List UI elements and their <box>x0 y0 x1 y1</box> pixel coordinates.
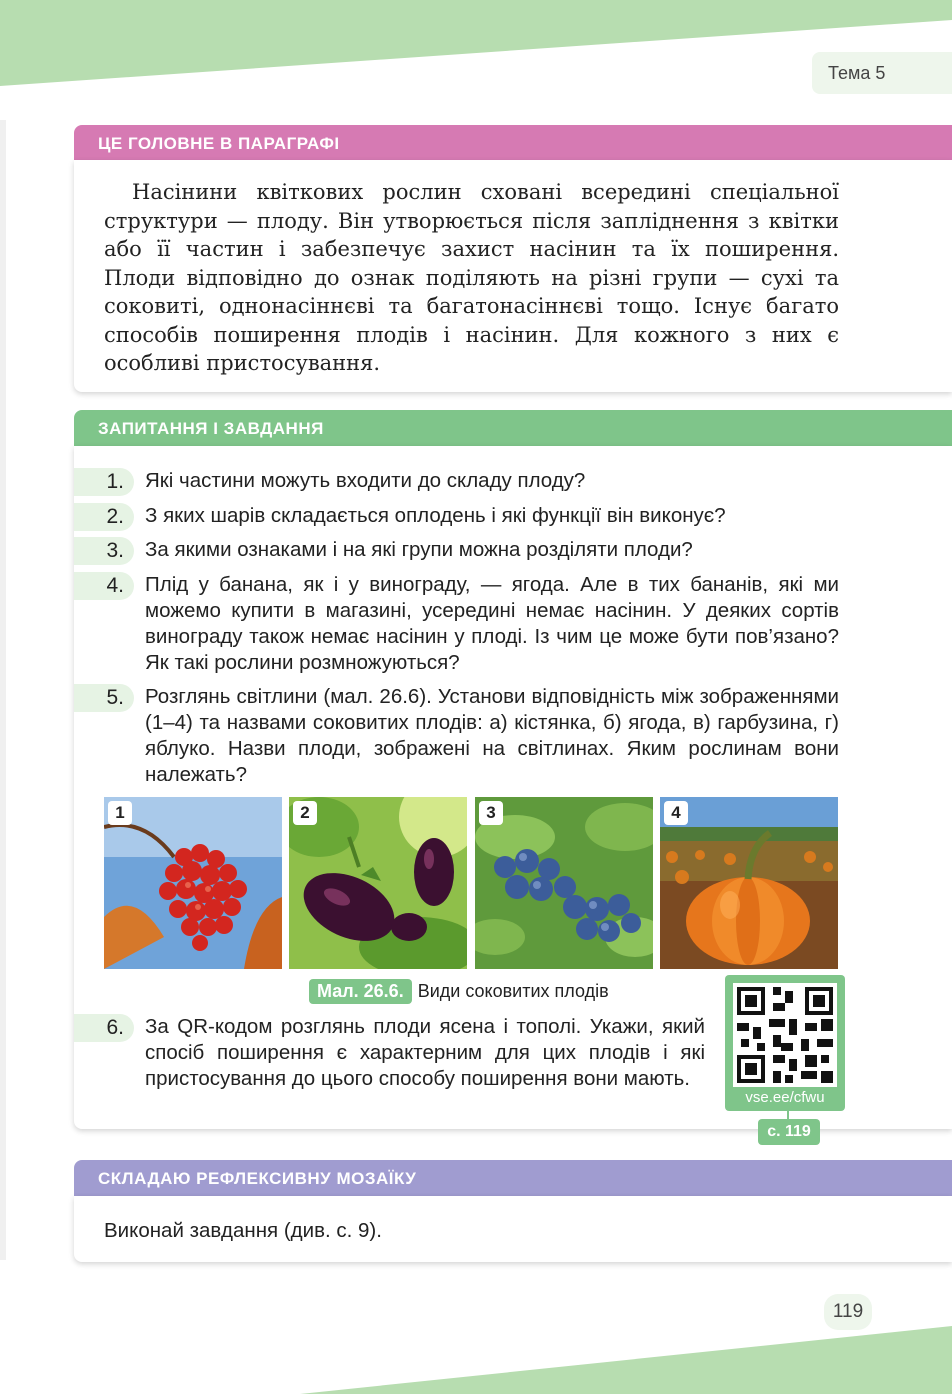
question-text: Які частини можуть входити до складу плоду? <box>145 469 586 492</box>
page-spine <box>0 120 6 1260</box>
photo-blueberries <box>475 797 653 969</box>
qr-code-panel[interactable] <box>725 975 845 1111</box>
question-text: З яких шарів складається оплодень і які функції він виконує? <box>145 504 726 527</box>
photo-number: 1 <box>108 801 132 825</box>
question-number: 4. <box>74 572 134 600</box>
photo-eggplant <box>289 797 467 969</box>
figure-caption <box>309 979 609 1005</box>
qr-url[interactable]: vse.ee/cfwu <box>745 1089 825 1106</box>
qr-page-ref: с. 119 <box>758 1119 820 1145</box>
qr-code-icon <box>733 983 837 1087</box>
figure-label: Мал. 26.6. <box>309 979 412 1004</box>
figure-title: Види соковитих плодів <box>417 981 609 1001</box>
bottom-decor-band <box>0 1304 952 1394</box>
question-number: 2. <box>74 503 134 531</box>
topic-label: Тема 5 <box>812 52 952 94</box>
tasks-header: ЗАПИТАННЯ І ЗАВДАННЯ <box>74 410 952 446</box>
photo-number: 3 <box>479 801 503 825</box>
photo-rowan <box>104 797 282 969</box>
question-text: Розглянь світлини (мал. 26.6). Установи відповідність між зображеннями (1–4) та назвами соковитих плодів: а) кістянка, б) ягода, в) гарбузина, г) яблуко. Назви плоди, зображені на світлинах. Яким рослинам вони належать? <box>145 685 839 786</box>
photo-number: 2 <box>293 801 317 825</box>
summary-header: ЦЕ ГОЛОВНЕ В ПАРАГРАФІ <box>74 125 952 161</box>
photo-number: 4 <box>664 801 688 825</box>
photo-pumpkin <box>660 797 838 969</box>
question-text: За якими ознаками і на які групи можна розділяти плоди? <box>145 538 693 561</box>
question-text: За QR-кодом розглянь плоди ясена і тополі. Укажи, який спосіб поширення є характерним для цих плодів і які пристосування до цього способу поширення вони мають. <box>145 1015 705 1090</box>
top-decor-band <box>0 0 952 90</box>
page-number: 119 <box>824 1294 872 1330</box>
question-number: 1. <box>74 468 134 496</box>
summary-text: Насінини квіткових рослин сховані всередині спеціальної структури — плоду. Він утворюється після запліднення з квітки або її частин і забезпечує захист насінин та їх поширення. Плоди відповідно до ознак поділяють на різні групи — сухі та соковиті, однонасіннєві та багатонасіннєві тощо. Існує багато способів поширення плодів і насінин. Для кожного з них є особливі пристосування. <box>104 180 839 375</box>
question-number: 5. <box>74 684 134 712</box>
question-text: Плід у банана, як і у винограду, — ягода. Але в тих бананів, які ми можемо купити в магазині, усередині немає насінин. У деяких сортів винограду також немає насінин у плоді. Із чим це може бути пов’язано? Як такі рослини розмножуються? <box>145 573 839 674</box>
question-number: 3. <box>74 537 134 565</box>
mosaic-text: Виконай завдання (див. с. 9). <box>104 1219 382 1242</box>
qr-code[interactable] <box>733 983 837 1087</box>
mosaic-card <box>74 1196 952 1262</box>
summary-card <box>74 160 952 392</box>
mosaic-header: СКЛАДАЮ РЕФЛЕКСИВНУ МОЗАЇКУ <box>74 1160 952 1196</box>
question-number: 6. <box>74 1014 134 1042</box>
